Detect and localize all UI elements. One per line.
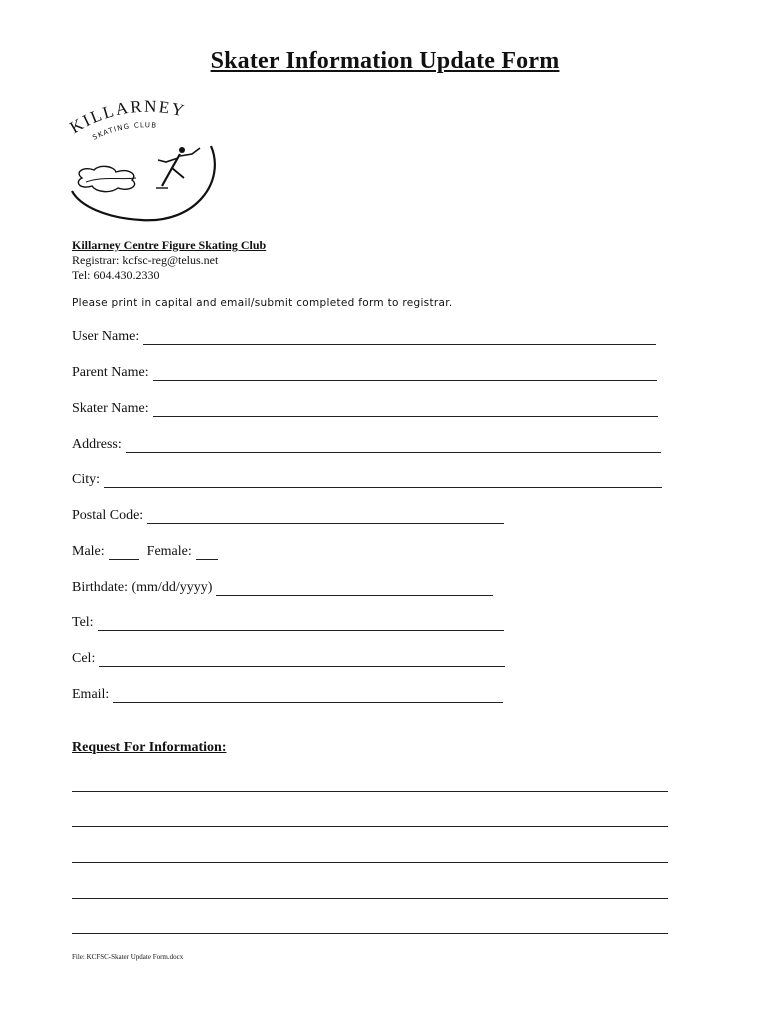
city-input[interactable] — [104, 473, 662, 488]
request-information-heading: Request For Information: — [72, 740, 227, 755]
postal-code-input[interactable] — [147, 509, 504, 524]
parent-name-input[interactable] — [153, 366, 657, 381]
male-label: Male: — [72, 544, 105, 559]
tel-field — [72, 615, 504, 631]
birthdate-field — [72, 580, 493, 596]
svg-text:KILLARNEY: KILLARNEY — [66, 96, 188, 138]
club-info — [72, 238, 266, 283]
cel-input[interactable] — [99, 652, 505, 667]
request-line[interactable] — [72, 898, 668, 899]
female-label: Female: — [146, 544, 192, 559]
email-field — [72, 687, 503, 703]
address-field — [72, 437, 661, 453]
file-footer: File: KCFSC-Skater Update Form.docx — [72, 953, 184, 961]
postal-code-field — [72, 508, 504, 524]
parent-name-field — [72, 365, 657, 381]
club-name: Killarney Centre Figure Skating Club — [72, 238, 267, 252]
parent-name-label: Parent Name: — [72, 365, 149, 380]
form-title: Skater Information Update Form — [210, 48, 560, 74]
gender-field — [72, 544, 224, 560]
city-label: City: — [72, 472, 101, 487]
address-label: Address: — [72, 437, 122, 452]
request-line[interactable] — [72, 933, 668, 934]
instructions-note: Please print in capital and email/submit completed form to registrar. — [72, 297, 453, 309]
birthdate-input[interactable] — [216, 581, 493, 596]
registrar-email: Registrar: kcfsc-reg@telus.net — [72, 253, 219, 267]
birthdate-label: Birthdate: (mm/dd/yyyy) — [72, 580, 213, 595]
email-input[interactable] — [113, 688, 503, 703]
skater-name-label: Skater Name: — [72, 401, 149, 416]
request-line[interactable] — [72, 791, 668, 792]
city-field — [72, 472, 662, 488]
tel-input[interactable] — [98, 616, 504, 631]
cel-field — [72, 651, 505, 667]
club-phone: Tel: 604.430.2330 — [72, 268, 160, 282]
cel-label: Cel: — [72, 651, 96, 666]
user-name-label: User Name: — [72, 329, 140, 344]
tel-label: Tel: — [72, 615, 94, 630]
address-input[interactable] — [126, 438, 661, 453]
request-line[interactable] — [72, 862, 668, 863]
user-name-input[interactable] — [143, 330, 656, 345]
skater-name-field — [72, 401, 658, 417]
postal-code-label: Postal Code: — [72, 508, 144, 523]
skater-name-input[interactable] — [153, 402, 658, 417]
male-input[interactable] — [109, 545, 139, 560]
email-label: Email: — [72, 687, 110, 702]
killarney-skating-club-logo — [66, 96, 226, 228]
female-input[interactable] — [196, 545, 218, 560]
svg-text:SKATING CLUB: SKATING CLUB — [91, 121, 158, 142]
user-name-field — [72, 329, 656, 345]
request-line[interactable] — [72, 826, 668, 827]
